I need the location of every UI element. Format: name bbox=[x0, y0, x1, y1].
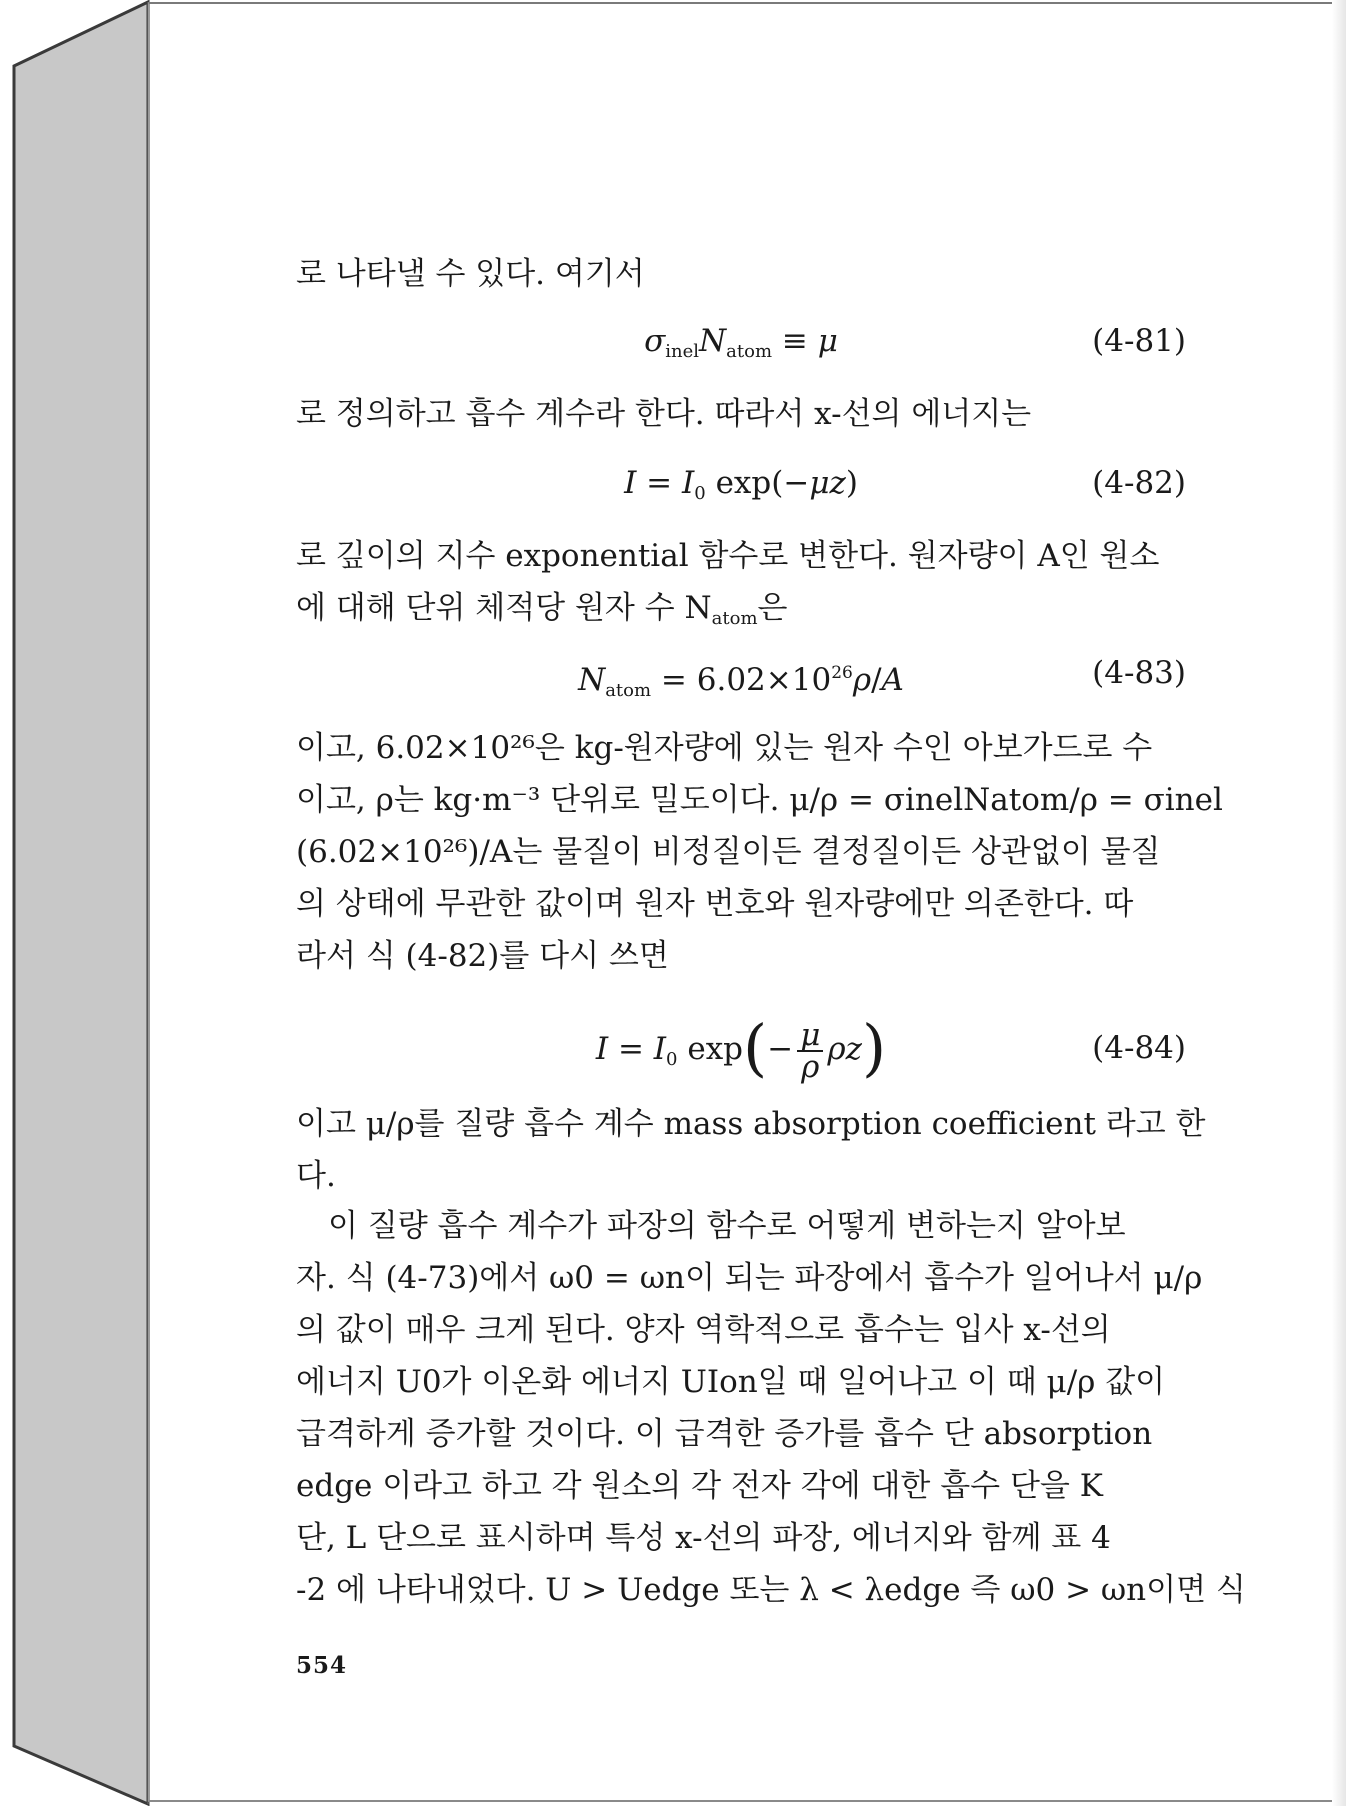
text-line: edge 이라고 하고 각 원소의 각 전자 각에 대한 흡수 단을 K bbox=[296, 1468, 1103, 1504]
equation-number: (4-84) bbox=[1092, 1030, 1186, 1066]
text-line: 자. 식 (4-73)에서 ω0 = ωn이 되는 파장에서 흡수가 일어나서 μ/ρ bbox=[296, 1260, 1203, 1296]
text-line: 단, L 단으로 표시하며 특성 x-선의 파장, 에너지와 함께 표 4 bbox=[296, 1520, 1111, 1556]
text-line: 이 질량 흡수 계수가 파장의 함수로 어떻게 변하는지 알아보 bbox=[328, 1208, 1126, 1244]
text-line: 의 상태에 무관한 값이며 원자 번호와 원자량에만 의존한다. 따 bbox=[296, 886, 1134, 922]
text-line: 로 깊이의 지수 exponential 함수로 변한다. 원자량이 A인 원소 bbox=[296, 538, 1160, 574]
equation-number: (4-82) bbox=[1092, 465, 1186, 501]
text-line: -2 에 나타내었다. U > Uedge 또는 λ < λedge 즉 ω0 > ωn이면 식 bbox=[296, 1572, 1246, 1608]
text-line: 라서 식 (4-82)를 다시 쓰면 bbox=[296, 938, 669, 974]
page-number: 554 bbox=[296, 1652, 348, 1679]
text-line: 이고, ρ는 kg·m⁻³ 단위로 밀도이다. μ/ρ = σinelNatom/ρ = σinel bbox=[296, 782, 1223, 818]
page-shadow bbox=[1332, 0, 1346, 1806]
text-line: 의 값이 매우 크게 된다. 양자 역학적으로 흡수는 입사 x-선의 bbox=[296, 1312, 1111, 1348]
equation-number: (4-81) bbox=[1092, 323, 1186, 359]
text-line: 급격하게 증가할 것이다. 이 급격한 증가를 흡수 단 absorption bbox=[296, 1416, 1153, 1452]
text-line: 로 정의하고 흡수 계수라 한다. 따라서 x-선의 에너지는 bbox=[296, 396, 1032, 432]
book-spine bbox=[0, 0, 150, 1806]
equation-4-83: $N_{atom} = 6.02\times 10^{26}\rho/A$ (4-83) bbox=[296, 648, 1186, 698]
text-line: 에너지 U0가 이온화 에너지 UIon일 때 일어나고 이 때 μ/ρ 값이 bbox=[296, 1364, 1166, 1400]
text-line: 이고, 6.02×10²⁶은 kg-원자량에 있는 원자 수인 아보가드로 수 bbox=[296, 730, 1153, 766]
text-line: 에 대해 단위 체적당 원자 수 $N_{atom}$은 bbox=[296, 590, 788, 629]
text-line: 다. bbox=[296, 1158, 336, 1194]
text-line: 이고 μ/ρ를 질량 흡수 계수 mass absorption coefficient 라고 한 bbox=[296, 1106, 1206, 1142]
equation-number: (4-83) bbox=[1092, 655, 1186, 691]
equation-4-82: $I = I_0$ exp(−μz) (4-82) bbox=[296, 458, 1186, 508]
equation-4-84: $I = I_0$ exp(− $\frac{\mu}{\rho}$ ρz) (4-84) bbox=[595, 1011, 1186, 1085]
text-line: 로 나타낼 수 있다. 여기서 bbox=[296, 256, 645, 292]
equation-4-81: $\sigma_{inel}N_{atom} \equiv \mu$ (4-81) bbox=[296, 316, 1186, 366]
text-line: (6.02×10²⁶)/A는 물질이 비정질이든 결정질이든 상관없이 물질 bbox=[296, 834, 1161, 870]
